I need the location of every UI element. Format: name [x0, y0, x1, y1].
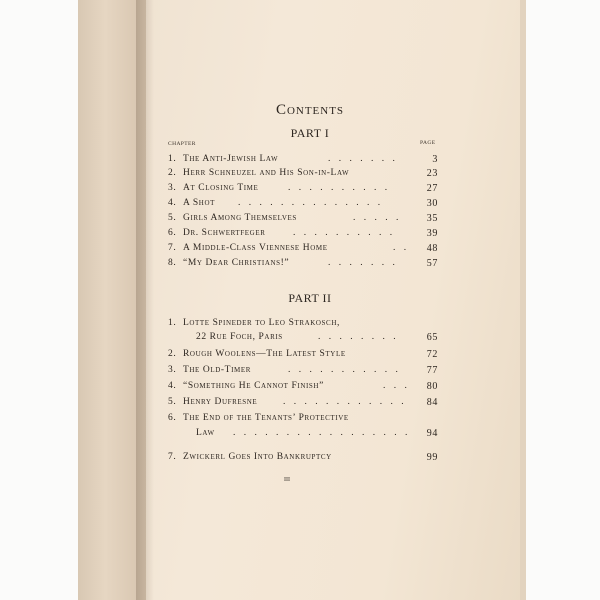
- page-number: 39: [426, 228, 438, 239]
- chapter-title: The Old-Timer: [183, 365, 251, 375]
- page-number: 57: [426, 258, 438, 269]
- chapter-title: Rough Woolens—The Latest Style: [183, 349, 346, 359]
- page-number: 94: [426, 428, 438, 439]
- toc-entry: 3. The Old-Timer . . . . . . . . . . . 77: [168, 365, 438, 376]
- chapter-title: Herr Schneuzel and His Son-in-Law: [183, 168, 350, 178]
- toc-entry: 1. The Anti-Jewish Law . . . . . . . 3: [168, 154, 438, 165]
- chapter-column-label: CHAPTER: [168, 141, 196, 147]
- chapter-number: 4.: [168, 198, 177, 208]
- page-number: 27: [426, 183, 438, 194]
- part-two-heading: PART II: [288, 291, 332, 305]
- chapter-title: Henry Dufresne: [183, 397, 258, 407]
- page-number: 30: [426, 198, 438, 209]
- chapter-number: 7.: [168, 452, 177, 462]
- toc-entry: [168, 413, 438, 427]
- chapter-number: 1.: [168, 318, 177, 328]
- chapter-number: 8.: [168, 258, 177, 268]
- chapter-number: 2.: [168, 168, 177, 178]
- chapter-title: The End of the Tenants’ Protective: [183, 413, 349, 423]
- chapter-number: 3.: [168, 183, 177, 193]
- contents-title: Contents: [275, 102, 345, 118]
- chapter-number: 5.: [168, 213, 177, 223]
- chapter-number: 4.: [168, 381, 177, 391]
- page-number: 72: [426, 349, 438, 360]
- toc-entry: 4. A Shot . . . . . . . . . . . . . . 30: [168, 198, 438, 209]
- page-number: 77: [426, 365, 438, 376]
- chapter-title: At Closing Time: [183, 183, 259, 193]
- chapter-title: Dr. Schwertfeger: [183, 228, 266, 238]
- chapter-title: Zwickerl Goes Into Bankruptcy: [183, 452, 332, 462]
- toc-entry-continued: Law . . . . . . . . . . . . . . . . . 94: [196, 428, 438, 439]
- page-number: 80: [426, 381, 438, 392]
- page-number: 3: [432, 154, 438, 165]
- toc-entry: 7. A Middle-Class Viennese Home . . 48: [168, 243, 438, 254]
- page-folio: iii: [284, 474, 290, 483]
- toc-entry: [168, 168, 438, 182]
- chapter-title-continued: Law: [196, 428, 215, 438]
- chapter-title: “Something He Cannot Finish”: [183, 381, 324, 391]
- chapter-number: 3.: [168, 365, 177, 375]
- chapter-title: A Shot: [183, 198, 215, 208]
- page-number: 23: [426, 168, 438, 179]
- page-number: 65: [426, 332, 438, 343]
- chapter-title-continued: 22 Rue Foch, Paris: [196, 332, 283, 342]
- chapter-title: “My Dear Christians!”: [183, 258, 290, 268]
- toc-entry: [168, 318, 438, 332]
- part-one-heading: PART I: [290, 126, 330, 140]
- page-number: 35: [426, 213, 438, 224]
- chapter-title: Lotte Spineder to Leo Strakosch,: [183, 318, 340, 328]
- chapter-title: Girls Among Themselves: [183, 213, 297, 223]
- toc-entry: 5. Girls Among Themselves . . . . . 35: [168, 213, 438, 224]
- page-column-label: PAGE: [420, 140, 436, 146]
- chapter-number: 7.: [168, 243, 177, 253]
- toc-entry: 8. “My Dear Christians!” . . . . . . . 57: [168, 258, 438, 269]
- page-number: 48: [426, 243, 438, 254]
- toc-entry-continued: 22 Rue Foch, Paris . . . . . . . . 65: [196, 332, 438, 343]
- chapter-number: 6.: [168, 413, 177, 423]
- chapter-number: 5.: [168, 397, 177, 407]
- chapter-number: 6.: [168, 228, 177, 238]
- chapter-title: A Middle-Class Viennese Home: [183, 243, 328, 253]
- chapter-number: 1.: [168, 154, 177, 164]
- toc-entry: 3. At Closing Time . . . . . . . . . . 27: [168, 183, 438, 194]
- toc-entry: 6. Dr. Schwertfeger . . . . . . . . . . 39: [168, 228, 438, 239]
- chapter-title: The Anti-Jewish Law: [183, 154, 279, 164]
- chapter-number: 2.: [168, 349, 177, 359]
- toc-entry: [168, 452, 438, 466]
- toc-entry: 5. Henry Dufresne . . . . . . . . . . . . 84: [168, 397, 438, 408]
- page-number: 99: [426, 452, 438, 463]
- toc-entry: 4. “Something He Cannot Finish” . . . 80: [168, 381, 438, 392]
- page-number: 84: [426, 397, 438, 408]
- toc-entry: [168, 349, 438, 363]
